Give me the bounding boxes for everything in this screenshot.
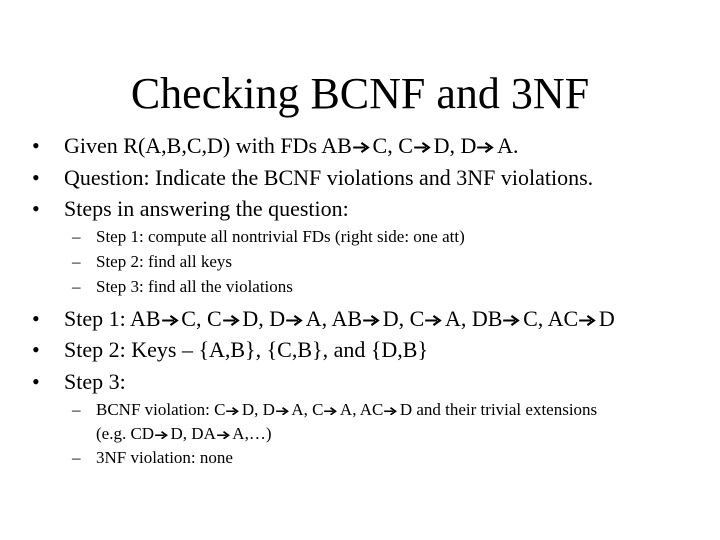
bullet-text: Step 1: AB (64, 306, 161, 331)
right-arrow-icon (162, 315, 181, 326)
bullet-text: D, DA (170, 424, 216, 443)
bullet-item (32, 194, 349, 224)
right-arrow-icon (217, 431, 231, 440)
bullet-item (32, 304, 615, 334)
dash-marker: – (72, 277, 81, 296)
bullet-item (32, 367, 126, 397)
bullet-text: Step 3: find all the violations (96, 277, 293, 296)
bullet-text: Steps in answering the question: (64, 196, 349, 221)
bullet-item (32, 335, 429, 365)
sub-bullet-item (72, 446, 233, 470)
bullet-text: A, DB (444, 306, 503, 331)
bullet-text: D, D (242, 306, 286, 331)
right-arrow-icon (223, 315, 242, 326)
bullet-marker: • (32, 133, 40, 158)
sub-bullet-item (96, 422, 272, 446)
right-arrow-icon (579, 315, 598, 326)
right-arrow-icon (353, 142, 372, 153)
bullet-text: D, C (382, 306, 425, 331)
bullet-text: (e.g. CD (96, 424, 155, 443)
right-arrow-icon (414, 142, 433, 153)
bullet-text: C, AC (523, 306, 579, 331)
slide-title: Checking BCNF and 3NF (130, 69, 590, 118)
bullet-text: C, C (181, 306, 222, 331)
bullet-item (32, 163, 594, 193)
right-arrow-icon (503, 315, 522, 326)
sub-bullet-item (72, 250, 232, 274)
right-arrow-icon (324, 407, 338, 416)
right-arrow-icon (286, 315, 305, 326)
right-arrow-icon (384, 407, 398, 416)
bullet-text: C, C (372, 133, 413, 158)
sub-bullet-item (72, 225, 465, 249)
bullet-text: Step 1: compute all nontrivial FDs (right side: one att) (96, 227, 465, 246)
dash-marker: – (72, 448, 81, 467)
right-arrow-icon (425, 315, 444, 326)
right-arrow-icon (363, 315, 382, 326)
bullet-text: A, AC (339, 400, 384, 419)
bullet-text: Step 2: Keys – {A,B}, {C,B}, and {D,B} (64, 337, 429, 362)
bullet-text: Question: Indicate the BCNF violations and 3NF violations. (64, 165, 594, 190)
bullet-text: Step 3: (64, 369, 126, 394)
bullet-text: A. (497, 133, 519, 158)
right-arrow-icon (276, 407, 290, 416)
bullet-text: Step 2: find all keys (96, 252, 232, 271)
dash-marker: – (72, 400, 81, 419)
sub-bullet-item (72, 275, 293, 299)
dash-marker: – (72, 227, 81, 246)
bullet-item (32, 131, 519, 161)
bullet-text: A, AB (305, 306, 363, 331)
right-arrow-icon (226, 407, 240, 416)
bullet-text: D (598, 306, 615, 331)
right-arrow-icon (477, 142, 496, 153)
bullet-text: D, D (241, 400, 275, 419)
bullet-text: D, D (433, 133, 477, 158)
bullet-marker: • (32, 369, 40, 394)
sub-bullet-item (72, 398, 598, 422)
bullet-text: D and their trivial extensions (399, 400, 598, 419)
bullet-marker: • (32, 337, 40, 362)
bullet-text: BCNF violation: C (96, 400, 226, 419)
right-arrow-icon (155, 431, 169, 440)
bullet-marker: • (32, 306, 40, 331)
bullet-text: 3NF violation: none (96, 448, 233, 467)
bullet-marker: • (32, 165, 40, 190)
bullet-text: A,…) (232, 424, 272, 443)
dash-marker: – (72, 252, 81, 271)
bullet-text: Given R(A,B,C,D) with FDs AB (64, 133, 352, 158)
bullet-marker: • (32, 196, 40, 221)
bullet-text: A, C (291, 400, 324, 419)
